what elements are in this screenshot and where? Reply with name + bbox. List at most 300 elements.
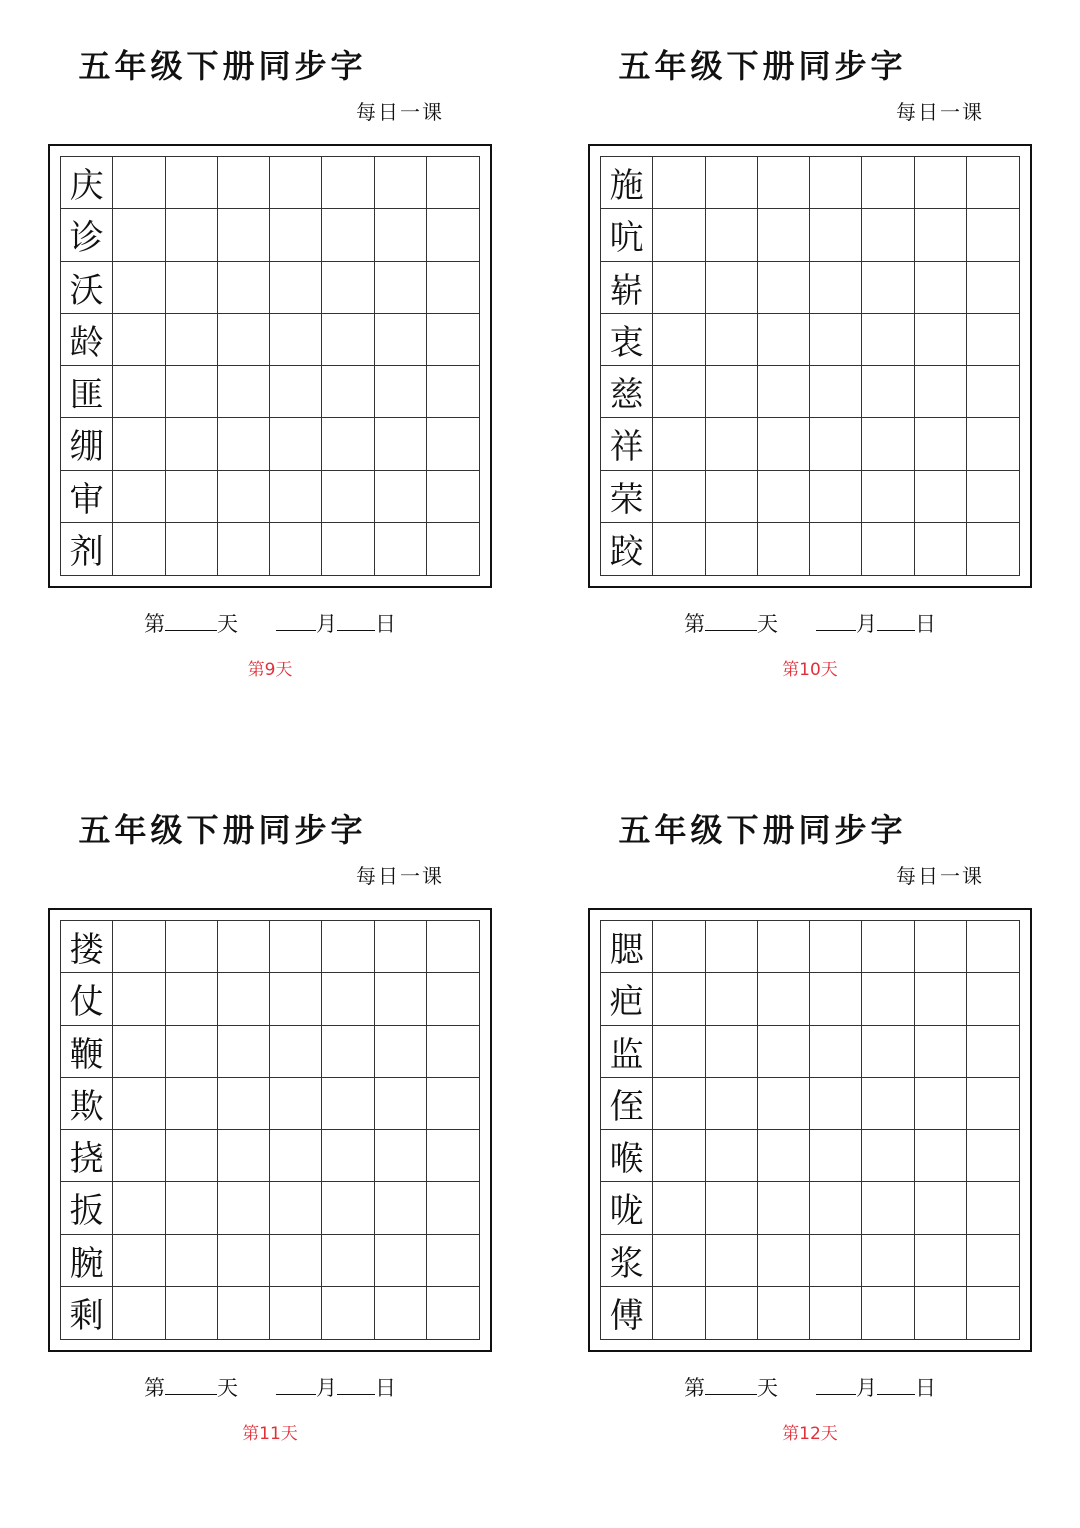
- practice-cell[interactable]: [653, 1078, 705, 1130]
- model-character-cell: 鞭: [61, 1026, 113, 1078]
- practice-cell[interactable]: [270, 366, 322, 418]
- model-character-cell: 腮: [601, 921, 653, 973]
- worksheet-title: 五年级下册同步字: [78, 811, 367, 849]
- model-character-cell: 挠: [61, 1130, 113, 1182]
- practice-cell[interactable]: [653, 523, 705, 575]
- practice-cell[interactable]: [967, 1130, 1019, 1182]
- practice-cell[interactable]: [375, 366, 427, 418]
- practice-cell[interactable]: [706, 1182, 758, 1234]
- practice-cell[interactable]: [706, 523, 758, 575]
- practice-cell[interactable]: [758, 366, 810, 418]
- practice-grid: [600, 920, 1020, 1340]
- day-prefix-label: 第: [144, 612, 165, 636]
- model-character-cell: 绷: [61, 418, 113, 470]
- date-label: 日: [915, 1376, 936, 1400]
- practice-cell[interactable]: [862, 523, 914, 575]
- practice-cell[interactable]: [166, 523, 218, 575]
- model-character-cell: 龄: [61, 314, 113, 366]
- practice-cell[interactable]: [758, 523, 810, 575]
- worksheet-3: [0, 764, 480, 1464]
- practice-cell[interactable]: [375, 921, 427, 973]
- date-label: 日: [915, 612, 936, 636]
- practice-cell[interactable]: [706, 314, 758, 366]
- practice-cell[interactable]: [706, 1235, 758, 1287]
- practice-cell[interactable]: [218, 1026, 270, 1078]
- model-character-cell: 庆: [61, 157, 113, 209]
- practice-cell[interactable]: [166, 1235, 218, 1287]
- practice-cell[interactable]: [270, 1182, 322, 1234]
- practice-cell[interactable]: [166, 973, 218, 1025]
- model-character-cell: 审: [61, 471, 113, 523]
- practice-cell[interactable]: [915, 262, 967, 314]
- practice-cell[interactable]: [375, 209, 427, 261]
- model-character-cell: 侄: [601, 1078, 653, 1130]
- practice-cell[interactable]: [270, 1287, 322, 1339]
- practice-cell[interactable]: [113, 1182, 165, 1234]
- practice-cell[interactable]: [166, 1130, 218, 1182]
- practice-cell[interactable]: [218, 209, 270, 261]
- day-prefix-label: 第: [684, 612, 705, 636]
- month-label: 月: [316, 1376, 337, 1400]
- date-label: 日: [375, 612, 396, 636]
- date-label: 日: [375, 1376, 396, 1400]
- practice-cell[interactable]: [375, 314, 427, 366]
- practice-cell[interactable]: [270, 209, 322, 261]
- practice-cell[interactable]: [706, 262, 758, 314]
- model-character-cell: 喉: [601, 1130, 653, 1182]
- practice-cell[interactable]: [706, 471, 758, 523]
- practice-cell[interactable]: [166, 157, 218, 209]
- practice-cell[interactable]: [653, 1182, 705, 1234]
- day-number-blank[interactable]: [705, 608, 757, 631]
- practice-cell[interactable]: [427, 1235, 479, 1287]
- practice-cell[interactable]: [915, 1130, 967, 1182]
- practice-cell[interactable]: [113, 1287, 165, 1339]
- practice-cell[interactable]: [653, 262, 705, 314]
- month-label: 月: [856, 1376, 877, 1400]
- practice-cell[interactable]: [270, 471, 322, 523]
- practice-cell[interactable]: [915, 471, 967, 523]
- practice-cell[interactable]: [322, 1078, 374, 1130]
- model-character-cell: 崭: [601, 262, 653, 314]
- practice-cell[interactable]: [166, 921, 218, 973]
- practice-cell[interactable]: [967, 1026, 1019, 1078]
- day-number-blank[interactable]: [165, 1372, 217, 1395]
- practice-cell[interactable]: [810, 921, 862, 973]
- practice-cell[interactable]: [113, 973, 165, 1025]
- practice-cell[interactable]: [322, 1287, 374, 1339]
- practice-cell[interactable]: [810, 1078, 862, 1130]
- worksheet-subtitle: 每日一课: [356, 100, 444, 124]
- practice-cell[interactable]: [758, 314, 810, 366]
- date-line: [540, 608, 1080, 639]
- practice-cell[interactable]: [322, 1130, 374, 1182]
- practice-cell[interactable]: [113, 1235, 165, 1287]
- practice-cell[interactable]: [322, 262, 374, 314]
- practice-cell[interactable]: [427, 262, 479, 314]
- practice-cell[interactable]: [915, 973, 967, 1025]
- practice-cell[interactable]: [218, 366, 270, 418]
- practice-cell[interactable]: [218, 921, 270, 973]
- practice-cell[interactable]: [862, 1078, 914, 1130]
- practice-cell[interactable]: [270, 1235, 322, 1287]
- day-suffix-label: 天: [217, 1376, 238, 1400]
- worksheet-subtitle: 每日一课: [356, 864, 444, 888]
- month-label: 月: [856, 612, 877, 636]
- model-character-cell: 诊: [61, 209, 113, 261]
- practice-grid: [60, 920, 480, 1340]
- practice-cell[interactable]: [862, 1182, 914, 1234]
- model-character-cell: 沃: [61, 262, 113, 314]
- practice-cell[interactable]: [166, 1026, 218, 1078]
- practice-cell[interactable]: [218, 1235, 270, 1287]
- practice-cell[interactable]: [322, 314, 374, 366]
- day-suffix-label: 天: [757, 1376, 778, 1400]
- practice-cell[interactable]: [706, 418, 758, 470]
- practice-cell[interactable]: [967, 157, 1019, 209]
- practice-cell[interactable]: [758, 209, 810, 261]
- practice-cell[interactable]: [218, 471, 270, 523]
- practice-cell[interactable]: [218, 523, 270, 575]
- practice-cell[interactable]: [810, 1130, 862, 1182]
- practice-cell[interactable]: [166, 314, 218, 366]
- practice-cell[interactable]: [706, 1078, 758, 1130]
- practice-cell[interactable]: [113, 366, 165, 418]
- practice-cell[interactable]: [113, 523, 165, 575]
- practice-cell[interactable]: [967, 1287, 1019, 1339]
- practice-cell[interactable]: [270, 157, 322, 209]
- practice-cell[interactable]: [218, 1287, 270, 1339]
- practice-cell[interactable]: [322, 973, 374, 1025]
- day-number-blank[interactable]: [705, 1372, 757, 1395]
- practice-cell[interactable]: [322, 157, 374, 209]
- model-character-cell: 祥: [601, 418, 653, 470]
- practice-cell[interactable]: [166, 418, 218, 470]
- practice-cell[interactable]: [322, 1235, 374, 1287]
- practice-cell[interactable]: [166, 209, 218, 261]
- practice-cell[interactable]: [810, 157, 862, 209]
- practice-cell[interactable]: [375, 1287, 427, 1339]
- practice-cell[interactable]: [810, 418, 862, 470]
- practice-cell[interactable]: [706, 1130, 758, 1182]
- practice-cell[interactable]: [218, 1078, 270, 1130]
- practice-cell[interactable]: [758, 973, 810, 1025]
- practice-cell[interactable]: [427, 1182, 479, 1234]
- practice-cell[interactable]: [375, 1078, 427, 1130]
- model-character-cell: 欺: [61, 1078, 113, 1130]
- practice-cell[interactable]: [862, 262, 914, 314]
- practice-cell[interactable]: [758, 471, 810, 523]
- day-label: 第9天: [247, 660, 293, 680]
- practice-cell[interactable]: [653, 157, 705, 209]
- day-suffix-label: 天: [217, 612, 238, 636]
- practice-cell[interactable]: [113, 471, 165, 523]
- practice-cell[interactable]: [427, 523, 479, 575]
- day-prefix-label: 第: [684, 1376, 705, 1400]
- practice-cell[interactable]: [862, 921, 914, 973]
- practice-cell[interactable]: [967, 209, 1019, 261]
- practice-cell[interactable]: [166, 471, 218, 523]
- practice-cell[interactable]: [653, 471, 705, 523]
- practice-cell[interactable]: [113, 418, 165, 470]
- month-blank[interactable]: [276, 1372, 316, 1395]
- practice-cell[interactable]: [166, 1182, 218, 1234]
- practice-cell[interactable]: [113, 1078, 165, 1130]
- model-character-cell: 傅: [601, 1287, 653, 1339]
- model-character-cell: 施: [601, 157, 653, 209]
- practice-cell[interactable]: [322, 921, 374, 973]
- practice-cell[interactable]: [915, 1182, 967, 1234]
- worksheet-4: [540, 764, 1020, 1464]
- practice-cell[interactable]: [375, 418, 427, 470]
- practice-cell[interactable]: [166, 1287, 218, 1339]
- practice-cell[interactable]: [322, 366, 374, 418]
- practice-cell[interactable]: [375, 523, 427, 575]
- practice-cell[interactable]: [810, 1235, 862, 1287]
- practice-cell[interactable]: [706, 1287, 758, 1339]
- worksheet-1: [0, 0, 480, 700]
- practice-cell[interactable]: [706, 1026, 758, 1078]
- practice-cell[interactable]: [915, 418, 967, 470]
- day-suffix-label: 天: [757, 612, 778, 636]
- practice-cell[interactable]: [322, 209, 374, 261]
- practice-cell[interactable]: [758, 1130, 810, 1182]
- practice-cell[interactable]: [218, 1130, 270, 1182]
- practice-cell[interactable]: [218, 973, 270, 1025]
- practice-cell[interactable]: [862, 1026, 914, 1078]
- practice-cell[interactable]: [706, 157, 758, 209]
- practice-cell[interactable]: [427, 471, 479, 523]
- practice-cell[interactable]: [427, 157, 479, 209]
- practice-cell[interactable]: [322, 523, 374, 575]
- practice-cell[interactable]: [967, 523, 1019, 575]
- month-blank[interactable]: [276, 608, 316, 631]
- practice-cell[interactable]: [375, 471, 427, 523]
- practice-cell[interactable]: [270, 314, 322, 366]
- practice-cell[interactable]: [218, 157, 270, 209]
- practice-cell[interactable]: [862, 366, 914, 418]
- practice-cell[interactable]: [967, 366, 1019, 418]
- practice-cell[interactable]: [218, 262, 270, 314]
- practice-cell[interactable]: [758, 262, 810, 314]
- practice-cell[interactable]: [653, 1235, 705, 1287]
- practice-cell[interactable]: [810, 1182, 862, 1234]
- practice-cell[interactable]: [915, 1078, 967, 1130]
- practice-cell[interactable]: [322, 418, 374, 470]
- practice-cell[interactable]: [218, 418, 270, 470]
- practice-cell[interactable]: [862, 1287, 914, 1339]
- practice-cell[interactable]: [270, 1078, 322, 1130]
- day-label: 第12天: [782, 1424, 838, 1444]
- model-character-cell: 仗: [61, 973, 113, 1025]
- model-character-cell: 匪: [61, 366, 113, 418]
- practice-cell[interactable]: [967, 1078, 1019, 1130]
- practice-cell[interactable]: [322, 1182, 374, 1234]
- practice-cell[interactable]: [862, 471, 914, 523]
- practice-cell[interactable]: [758, 1026, 810, 1078]
- month-blank[interactable]: [816, 1372, 856, 1395]
- month-blank[interactable]: [816, 608, 856, 631]
- practice-cell[interactable]: [427, 921, 479, 973]
- practice-cell[interactable]: [915, 523, 967, 575]
- practice-cell[interactable]: [270, 921, 322, 973]
- worksheet-title: 五年级下册同步字: [78, 47, 367, 85]
- practice-cell[interactable]: [706, 921, 758, 973]
- worksheet-subtitle: 每日一课: [896, 864, 984, 888]
- practice-cell[interactable]: [706, 209, 758, 261]
- practice-cell[interactable]: [653, 209, 705, 261]
- practice-cell[interactable]: [113, 314, 165, 366]
- practice-cell[interactable]: [427, 1078, 479, 1130]
- practice-cell[interactable]: [758, 1078, 810, 1130]
- practice-cell[interactable]: [758, 1182, 810, 1234]
- practice-cell[interactable]: [166, 262, 218, 314]
- practice-cell[interactable]: [653, 366, 705, 418]
- practice-cell[interactable]: [375, 1235, 427, 1287]
- practice-cell[interactable]: [862, 418, 914, 470]
- practice-cell[interactable]: [427, 1130, 479, 1182]
- practice-cell[interactable]: [915, 1235, 967, 1287]
- practice-cell[interactable]: [166, 1078, 218, 1130]
- practice-cell[interactable]: [270, 418, 322, 470]
- practice-cell[interactable]: [113, 1026, 165, 1078]
- date-line: [0, 608, 540, 639]
- practice-cell[interactable]: [862, 209, 914, 261]
- practice-grid-frame: [588, 908, 1032, 1352]
- practice-cell[interactable]: [653, 921, 705, 973]
- date-blank[interactable]: [337, 1372, 375, 1395]
- practice-cell[interactable]: [758, 921, 810, 973]
- practice-cell[interactable]: [270, 1130, 322, 1182]
- practice-cell[interactable]: [810, 1026, 862, 1078]
- practice-cell[interactable]: [270, 1026, 322, 1078]
- practice-cell[interactable]: [810, 471, 862, 523]
- practice-cell[interactable]: [758, 418, 810, 470]
- practice-cell[interactable]: [967, 418, 1019, 470]
- practice-cell[interactable]: [375, 1182, 427, 1234]
- model-character-cell: 跤: [601, 523, 653, 575]
- practice-cell[interactable]: [706, 973, 758, 1025]
- practice-cell[interactable]: [375, 1026, 427, 1078]
- practice-cell[interactable]: [810, 973, 862, 1025]
- practice-cell[interactable]: [270, 262, 322, 314]
- practice-cell[interactable]: [862, 1130, 914, 1182]
- day-label: 第10天: [782, 660, 838, 680]
- practice-cell[interactable]: [427, 366, 479, 418]
- model-character-cell: 咙: [601, 1182, 653, 1234]
- practice-cell[interactable]: [322, 471, 374, 523]
- practice-cell[interactable]: [427, 418, 479, 470]
- practice-cell[interactable]: [113, 157, 165, 209]
- practice-grid: [60, 156, 480, 576]
- practice-cell[interactable]: [113, 262, 165, 314]
- practice-cell[interactable]: [967, 262, 1019, 314]
- practice-cell[interactable]: [862, 314, 914, 366]
- model-character-cell: 腕: [61, 1235, 113, 1287]
- practice-cell[interactable]: [758, 1287, 810, 1339]
- practice-cell[interactable]: [322, 1026, 374, 1078]
- date-blank[interactable]: [337, 608, 375, 631]
- worksheet-title: 五年级下册同步字: [618, 47, 907, 85]
- practice-cell[interactable]: [653, 418, 705, 470]
- day-number-blank[interactable]: [165, 608, 217, 631]
- practice-cell[interactable]: [810, 209, 862, 261]
- practice-grid: [600, 156, 1020, 576]
- date-line: [0, 1372, 540, 1403]
- practice-cell[interactable]: [166, 366, 218, 418]
- practice-cell[interactable]: [810, 314, 862, 366]
- practice-cell[interactable]: [270, 973, 322, 1025]
- practice-cell[interactable]: [375, 973, 427, 1025]
- practice-cell[interactable]: [862, 973, 914, 1025]
- practice-cell[interactable]: [915, 209, 967, 261]
- practice-cell[interactable]: [915, 1287, 967, 1339]
- practice-cell[interactable]: [967, 1235, 1019, 1287]
- day-label: 第11天: [242, 1424, 298, 1444]
- practice-cell[interactable]: [427, 973, 479, 1025]
- practice-cell[interactable]: [113, 209, 165, 261]
- practice-cell[interactable]: [915, 314, 967, 366]
- practice-cell[interactable]: [967, 1182, 1019, 1234]
- practice-cell[interactable]: [427, 1026, 479, 1078]
- practice-cell[interactable]: [862, 157, 914, 209]
- practice-cell[interactable]: [427, 314, 479, 366]
- practice-cell[interactable]: [915, 157, 967, 209]
- practice-cell[interactable]: [653, 314, 705, 366]
- worksheet-title: 五年级下册同步字: [618, 811, 907, 849]
- model-character-cell: 衷: [601, 314, 653, 366]
- practice-cell[interactable]: [653, 1287, 705, 1339]
- practice-cell[interactable]: [915, 1026, 967, 1078]
- date-blank[interactable]: [877, 608, 915, 631]
- practice-cell[interactable]: [967, 471, 1019, 523]
- practice-cell[interactable]: [653, 1130, 705, 1182]
- model-character-cell: 监: [601, 1026, 653, 1078]
- practice-cell[interactable]: [758, 157, 810, 209]
- practice-cell[interactable]: [810, 1287, 862, 1339]
- model-character-cell: 慈: [601, 366, 653, 418]
- practice-cell[interactable]: [427, 1287, 479, 1339]
- practice-cell[interactable]: [967, 973, 1019, 1025]
- practice-cell[interactable]: [375, 1130, 427, 1182]
- practice-cell[interactable]: [375, 262, 427, 314]
- date-blank[interactable]: [877, 1372, 915, 1395]
- practice-cell[interactable]: [758, 1235, 810, 1287]
- practice-cell[interactable]: [810, 523, 862, 575]
- practice-cell[interactable]: [218, 1182, 270, 1234]
- model-character-cell: 剂: [61, 523, 113, 575]
- practice-cell[interactable]: [915, 366, 967, 418]
- model-character-cell: 搂: [61, 921, 113, 973]
- practice-cell[interactable]: [427, 209, 479, 261]
- practice-cell[interactable]: [967, 921, 1019, 973]
- practice-cell[interactable]: [967, 314, 1019, 366]
- practice-cell[interactable]: [810, 366, 862, 418]
- date-line: [540, 1372, 1080, 1403]
- practice-cell[interactable]: [915, 921, 967, 973]
- practice-cell[interactable]: [113, 921, 165, 973]
- practice-cell[interactable]: [653, 1026, 705, 1078]
- practice-cell[interactable]: [706, 366, 758, 418]
- practice-cell[interactable]: [113, 1130, 165, 1182]
- practice-cell[interactable]: [375, 157, 427, 209]
- practice-cell[interactable]: [270, 523, 322, 575]
- practice-cell[interactable]: [218, 314, 270, 366]
- practice-cell[interactable]: [810, 262, 862, 314]
- practice-cell[interactable]: [653, 973, 705, 1025]
- practice-cell[interactable]: [862, 1235, 914, 1287]
- day-prefix-label: 第: [144, 1376, 165, 1400]
